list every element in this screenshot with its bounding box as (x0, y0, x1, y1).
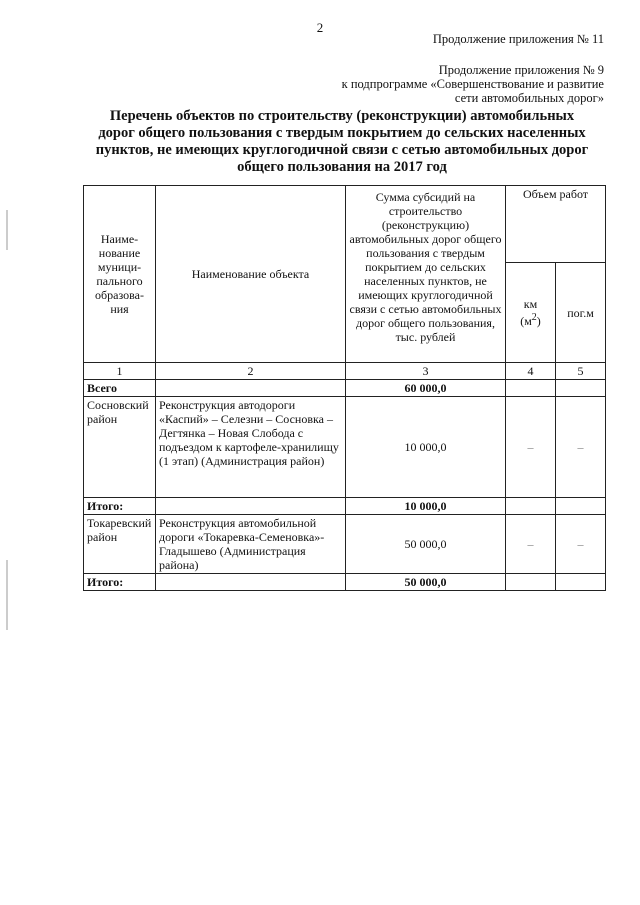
subtotal-label: Итого: (84, 498, 156, 515)
column-number: 5 (556, 363, 606, 380)
header-subsidy: Сумма субсидий на строительство (реконструкцию) автомобильных дорог общего пользования с твердым покрытием до сельских населенных пунктов, не имеющих круглогодичной связи с сетью автомобильных дорог общего пользования, тыс. рублей (346, 186, 506, 363)
column-number-row (84, 363, 606, 380)
subprogram-line-2: сети автомобильных дорог» (454, 91, 604, 105)
document-title: Перечень объектов по строительству (реконструкции) автомобильных дорог общего пользования с твердым покрытием до сельских населенных пунктов, не имеющих круглогодичной связи с сетью автомобильных дорог общего пользования на 2017 год (95, 108, 589, 175)
header-km: км $(м^2)$ (506, 263, 556, 363)
appendix-continuation-9-block (342, 63, 604, 105)
column-number: 3 (346, 363, 506, 380)
subtotal-amount: 10 000,0 (346, 498, 506, 515)
empty-cell (156, 498, 346, 515)
total-row (84, 380, 606, 397)
table-row (84, 397, 606, 498)
km-cell: – (506, 515, 556, 574)
km-cell: – (506, 397, 556, 498)
linear-m-cell: – (556, 397, 606, 498)
empty-cell (156, 380, 346, 397)
page-number: 2 (316, 20, 324, 35)
empty-cell (506, 380, 556, 397)
table-row (84, 515, 606, 574)
column-number: 1 (84, 363, 156, 380)
subprogram-line-1: к подпрограмме «Совершенствование и развитие (341, 77, 604, 91)
total-label: Всего (84, 380, 156, 397)
subtotal-row (84, 574, 606, 591)
header-linear-m: пог.м (556, 263, 606, 363)
appendix-continuation-9: Продолжение приложения № 9 (438, 63, 604, 77)
subtotal-label: Итого: (84, 574, 156, 591)
empty-cell (156, 574, 346, 591)
subtotal-amount: 50 000,0 (346, 574, 506, 591)
municipality-cell: Сосновский район (84, 397, 156, 498)
amount-cell: 10 000,0 (346, 397, 506, 498)
header-municipality: Наиме-нование муници-пального образова-ния (84, 186, 156, 363)
object-cell: Реконструкция автомобильной дороги «Токаревка-Семеновка»- Гладышево (Администрация района) (156, 515, 346, 574)
objects-table (83, 185, 606, 591)
scan-edge-mark (6, 560, 8, 630)
empty-cell (506, 498, 556, 515)
object-cell: Реконструкция автодороги «Каспий» – Селезни – Сосновка – Дегтянка – Новая Слобода с подъездом к картофеле-хранилищу (1 этап) (Администрация район) (156, 397, 346, 498)
subtotal-row (84, 498, 606, 515)
empty-cell (506, 574, 556, 591)
column-number: 2 (156, 363, 346, 380)
header-object: Наименование объекта (156, 186, 346, 363)
header-work-volume: Объем работ (506, 186, 606, 263)
header-row-1 (84, 186, 606, 263)
empty-cell (556, 498, 606, 515)
total-amount: 60 000,0 (346, 380, 506, 397)
linear-m-cell: – (556, 515, 606, 574)
empty-cell (556, 574, 606, 591)
empty-cell (556, 380, 606, 397)
amount-cell: 50 000,0 (346, 515, 506, 574)
municipality-cell: Токаревский район (84, 515, 156, 574)
scan-edge-mark (6, 210, 8, 250)
appendix-continuation-11: Продолжение приложения № 11 (432, 32, 604, 46)
column-number: 4 (506, 363, 556, 380)
